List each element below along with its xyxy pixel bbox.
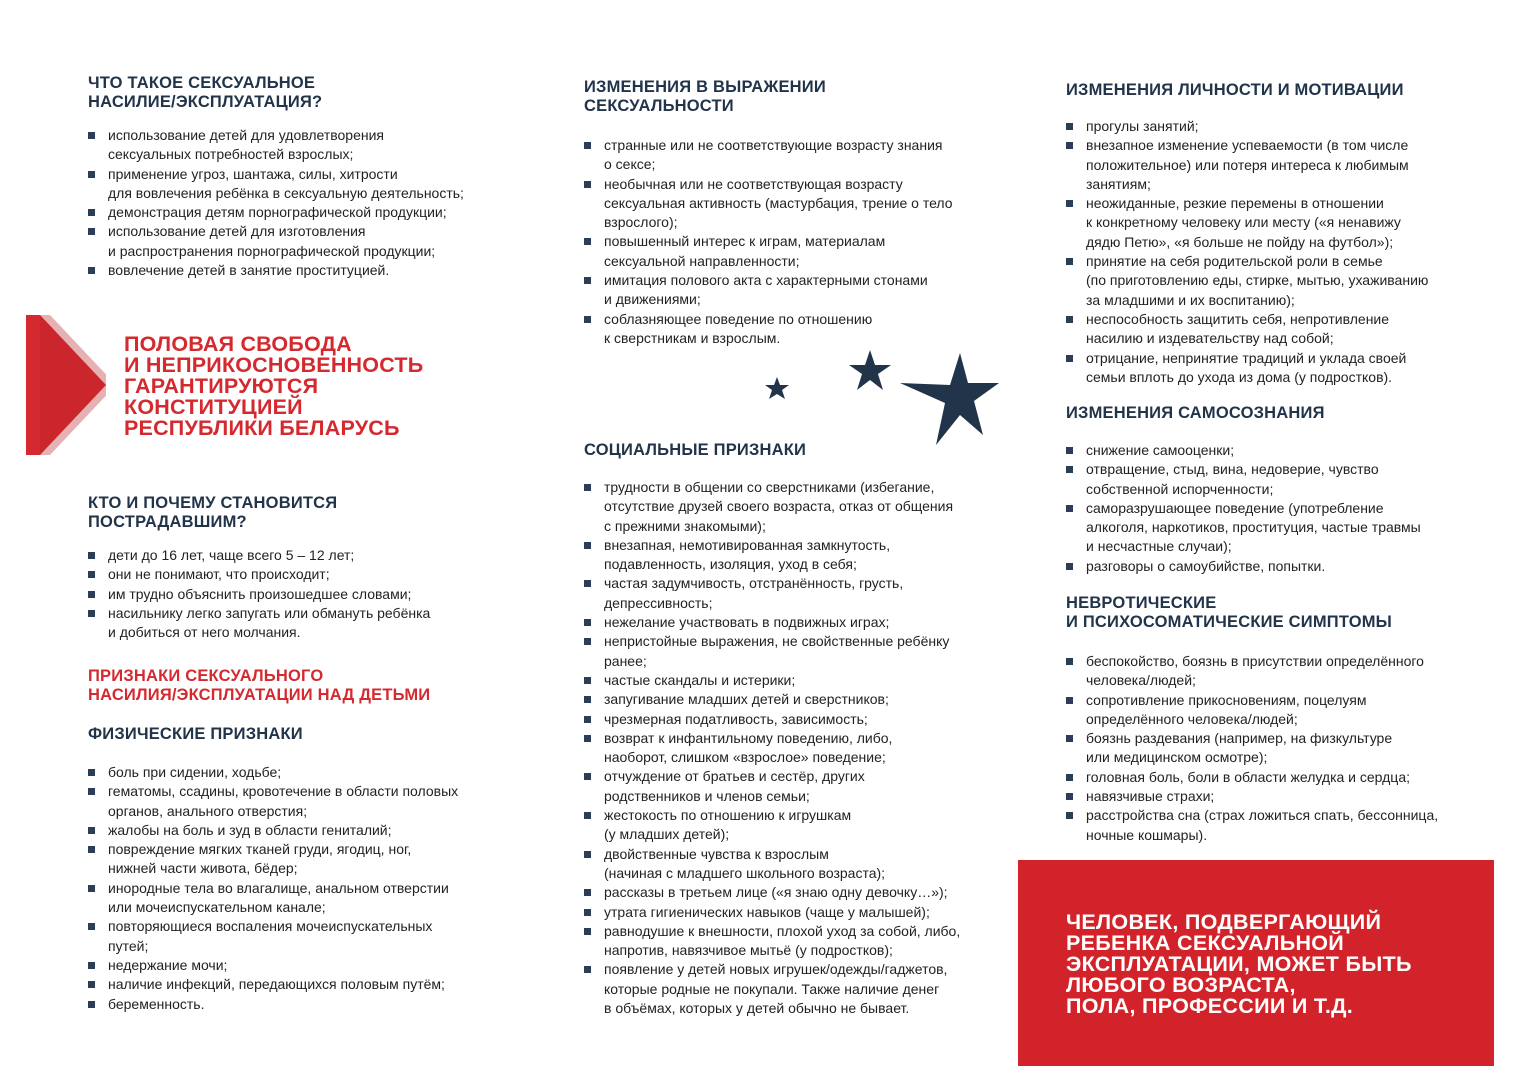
constitution-slogan: ПОЛОВАЯ СВОБОДА И НЕПРИКОСНОВЕННОСТЬ ГАРАНТИРУЮТСЯ КОНСТИТУЦИЕЙ РЕСПУБЛИКИ БЕЛАРУСЬ xyxy=(124,332,424,440)
list-item: применение угроз, шантажа, силы, хитрости для вовлечения ребёнка в сексуальную деятельность; xyxy=(88,165,464,204)
list-item: расстройства сна (страх ложиться спать, бессонница, ночные кошмары). xyxy=(1066,806,1438,845)
offender-warning-text: ЧЕЛОВЕК, ПОДВЕРГАЮЩИЙ РЕБЕНКА СЕКСУАЛЬНОЙ ЭКСПЛУАТАЦИИ, МОЖЕТ БЫТЬ ЛЮБОГО ВОЗРАСТА, ПОЛА, ПРОФЕССИИ И Т.Д. xyxy=(1066,910,1412,1018)
list-item: запугивание младших детей и сверстников; xyxy=(584,690,960,709)
who-title: КТО И ПОЧЕМУ СТАНОВИТСЯ ПОСТРАДАВШИМ? xyxy=(88,494,338,531)
list-item: жестокость по отношению к игрушкам (у младших детей); xyxy=(584,806,960,845)
offender-warning-box xyxy=(1018,860,1494,1066)
list-item: частые скандалы и истерики; xyxy=(584,671,960,690)
list-item: необычная или не соответствующая возрасту сексуальная активность (мастурбация, трение о тело взрослого); xyxy=(584,175,953,233)
list-item: повторяющиеся воспаления мочеиспускательных путей; xyxy=(88,917,458,956)
list-item: трудности в общении со сверстниками (избегание, отсутствие друзей своего возраста, отказ от общения с прежними знакомыми); xyxy=(584,478,960,536)
list-item: частая задумчивость, отстранённость, грусть, депрессивность; xyxy=(584,574,960,613)
list-item: рассказы в третьем лице («я знаю одну девочку…»); xyxy=(584,883,960,902)
list-item: инородные тела во влагалище, анальном отверстии или мочеиспускательном канале; xyxy=(88,879,458,918)
column-2 xyxy=(584,0,994,1080)
list-item: разговоры о самоубийстве, попытки. xyxy=(1066,557,1421,576)
list-item: боль при сидении, ходьбе; xyxy=(88,763,458,782)
list-item: недержание мочи; xyxy=(88,956,458,975)
list-item: головная боль, боли в области желудка и сердца; xyxy=(1066,768,1438,787)
list-item: внезапная, немотивированная замкнутость, подавленность, изоляция, уход в себя; xyxy=(584,536,960,575)
who-list xyxy=(88,546,430,642)
list-item: двойственные чувства к взрослым (начиная с младшего школьного возраста); xyxy=(584,845,960,884)
expression-list xyxy=(584,136,953,348)
expression-title: ИЗМЕНЕНИЯ В ВЫРАЖЕНИИ СЕКСУАЛЬНОСТИ xyxy=(584,78,826,115)
list-item: имитация полового акта с характерными стонами и движениями; xyxy=(584,271,953,310)
list-item: снижение самооценки; xyxy=(1066,441,1421,460)
list-item: нежелание участвовать в подвижных играх; xyxy=(584,613,960,632)
list-item: прогулы занятий; xyxy=(1066,117,1428,136)
social-title: СОЦИАЛЬНЫЕ ПРИЗНАКИ xyxy=(584,441,807,459)
list-item: равнодушие к внешности, плохой уход за собой, либо, напротив, навязчивое мытьё (у подростков); xyxy=(584,922,960,961)
neurotic-title: НЕВРОТИЧЕСКИЕ И ПСИХОСОМАТИЧЕСКИЕ СИМПТОМЫ xyxy=(1066,594,1393,631)
social-list xyxy=(584,478,960,1018)
list-item: повреждение мягких тканей груди, ягодиц, ног, нижней части живота, бёдер; xyxy=(88,840,458,879)
list-item: демонстрация детям порнографической продукции; xyxy=(88,203,464,222)
list-item: беременность. xyxy=(88,995,458,1014)
list-item: насильнику легко запугать или обмануть ребёнка и добиться от него молчания. xyxy=(88,604,430,643)
list-item: появление у детей новых игрушек/одежды/гаджетов, которые родные не покупали. Также наличие денег в объёмах, которых у детей обычно не бывает. xyxy=(584,960,960,1018)
list-item: возврат к инфантильному поведению, либо, наоборот, слишком «взрослое» поведение; xyxy=(584,729,960,768)
list-item: непристойные выражения, не свойственные ребёнку ранее; xyxy=(584,632,960,671)
list-item: повышенный интерес к играм, материалам сексуальной направленности; xyxy=(584,232,953,271)
personality-list xyxy=(1066,117,1428,387)
list-item: отрицание, непринятие традиций и уклада своей семьи вплоть до ухода из дома (у подростков). xyxy=(1066,349,1428,388)
list-item: им трудно объяснить произошедшее словами; xyxy=(88,585,430,604)
list-item: вовлечение детей в занятие проституцией. xyxy=(88,261,464,280)
list-item: чрезмерная податливость, зависимость; xyxy=(584,710,960,729)
what-is-list xyxy=(88,126,464,280)
self-list xyxy=(1066,441,1421,576)
list-item: гематомы, ссадины, кровотечение в области половых органов, анального отверстия; xyxy=(88,782,458,821)
list-item: отвращение, стыд, вина, недоверие, чувство собственной испорченности; xyxy=(1066,460,1421,499)
list-item: дети до 16 лет, чаще всего 5 – 12 лет; xyxy=(88,546,430,565)
list-item: использование детей для удовлетворения сексуальных потребностей взрослых; xyxy=(88,126,464,165)
list-item: беспокойство, боязнь в присутствии определённого человека/людей; xyxy=(1066,652,1438,691)
list-item: принятие на себя родительской роли в семье (по приготовлению еды, стирке, мытью, ухаживанию за младшими и их воспитанию); xyxy=(1066,252,1428,310)
list-item: утрата гигиенических навыков (чаще у малышей); xyxy=(584,903,960,922)
list-item: странные или не соответствующие возрасту знания о сексе; xyxy=(584,136,953,175)
signs-title: ПРИЗНАКИ СЕКСУАЛЬНОГО НАСИЛИЯ/ЭКСПЛУАТАЦИИ НАД ДЕТЬМИ xyxy=(88,667,431,704)
column-1 xyxy=(88,0,508,1080)
personality-title: ИЗМЕНЕНИЯ ЛИЧНОСТИ И МОТИВАЦИИ xyxy=(1066,81,1404,99)
what-is-title: ЧТО ТАКОЕ СЕКСУАЛЬНОЕ НАСИЛИЕ/ЭКСПЛУАТАЦИЯ? xyxy=(88,74,323,111)
physical-list xyxy=(88,763,458,1014)
list-item: соблазняющее поведение по отношению к сверстникам и взрослым. xyxy=(584,310,953,349)
list-item: сопротивление прикосновениям, поцелуям определённого человека/людей; xyxy=(1066,691,1438,730)
list-item: использование детей для изготовления и распространения порнографической продукции; xyxy=(88,222,464,261)
list-item: отчуждение от братьев и сестёр, других родственников и членов семьи; xyxy=(584,767,960,806)
neurotic-list xyxy=(1066,652,1438,845)
list-item: саморазрушающее поведение (употребление алкоголя, наркотиков, проституция, частые травмы и несчастные случаи); xyxy=(1066,499,1421,557)
self-title: ИЗМЕНЕНИЯ САМОСОЗНАНИЯ xyxy=(1066,404,1325,422)
physical-title: ФИЗИЧЕСКИЕ ПРИЗНАКИ xyxy=(88,725,303,743)
list-item: жалобы на боль и зуд в области гениталий; xyxy=(88,821,458,840)
list-item: внезапное изменение успеваемости (в том числе положительное) или потеря интереса к любимым занятиям; xyxy=(1066,136,1428,194)
list-item: неожиданные, резкие перемены в отношении к конкретному человеку или месту («я ненавижу дядю Петю», «я больше не пойду на футбол»); xyxy=(1066,194,1428,252)
list-item: они не понимают, что происходит; xyxy=(88,565,430,584)
list-item: навязчивые страхи; xyxy=(1066,787,1438,806)
list-item: наличие инфекций, передающихся половым путём; xyxy=(88,975,458,994)
list-item: неспособность защитить себя, непротивление насилию и издевательству над собой; xyxy=(1066,310,1428,349)
list-item: боязнь раздевания (например, на физкультуре или медицинском осмотре); xyxy=(1066,729,1438,768)
